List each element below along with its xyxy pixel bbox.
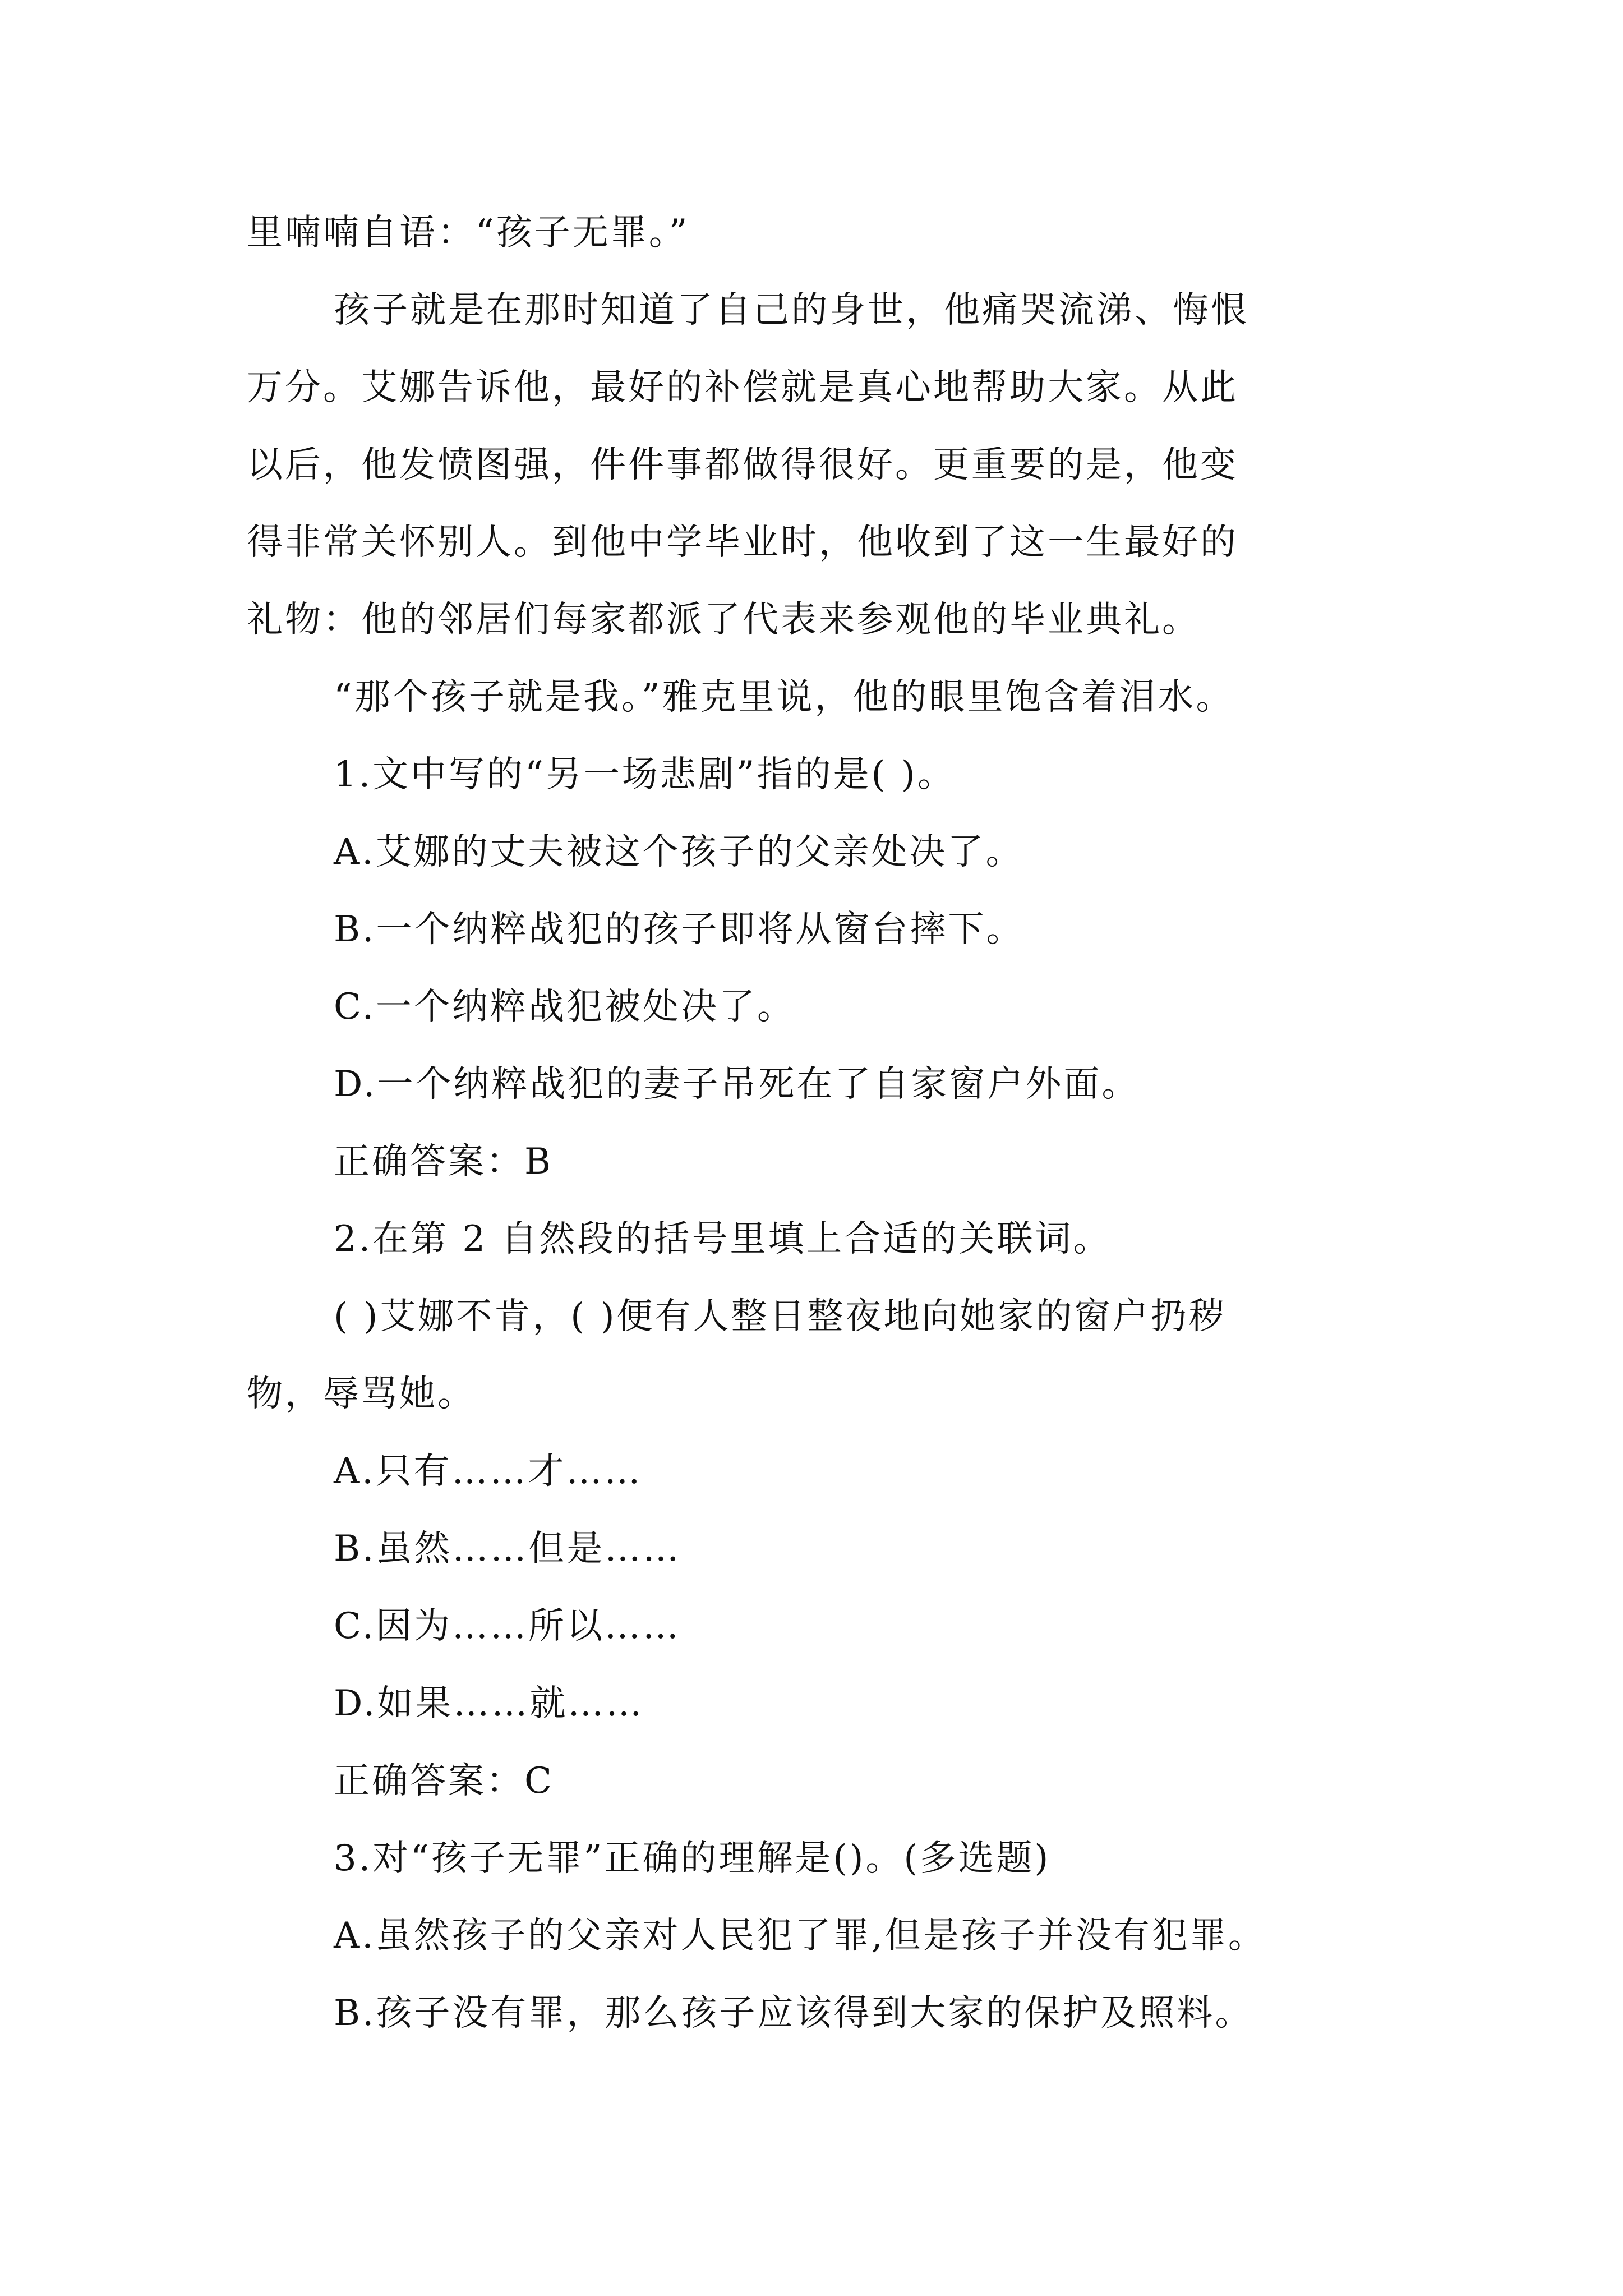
option-b: B.虽然……但是…… (334, 1528, 681, 1570)
text-line: 得非常关怀别人。到他中学毕业时，他收到了这一生最好的 (247, 522, 1238, 563)
text-line: 物，辱骂她。 (247, 1373, 476, 1415)
text-line: ( )艾娜不肯，( )便有人整日整夜地向她家的窗户扔秽 (334, 1296, 1227, 1337)
text-line: “那个孩子就是我。”雅克里说，他的眼里饱含着泪水。 (334, 677, 1234, 718)
answer-1: 正确答案：B (334, 1141, 554, 1182)
text-line: 万分。艾娜告诉他，最好的补偿就是真心地帮助大家。从此 (247, 367, 1238, 408)
question-2: 2.在第 2 自然段的括号里填上合适的关联词。 (334, 1218, 1112, 1260)
question-3: 3.对“孩子无罪”正确的理解是()。(多选题) (334, 1838, 1051, 1879)
option-b: B.孩子没有罪，那么孩子应该得到大家的保护及照料。 (334, 1993, 1253, 2034)
option-a: A.只有……才…… (334, 1451, 643, 1492)
answer-2: 正确答案：C (334, 1760, 554, 1802)
option-d: D.一个纳粹战犯的妻子吊死在了自家窗户外面。 (334, 1064, 1140, 1105)
option-d: D.如果……就…… (334, 1683, 644, 1724)
option-c: C.一个纳粹战犯被处决了。 (334, 986, 796, 1028)
option-c: C.因为……所以…… (334, 1605, 681, 1647)
text-line: 里喃喃自语：“孩子无罪。” (247, 212, 690, 254)
text-line: 礼物：他的邻居们每家都派了代表来参观他的毕业典礼。 (247, 599, 1200, 641)
option-a: A.艾娜的丈夫被这个孩子的父亲处决了。 (334, 831, 1024, 873)
text-line: 孩子就是在那时知道了自己的身世，他痛哭流涕、悔恨 (334, 289, 1249, 331)
question-1: 1.文中写的“另一场悲剧”指的是( )。 (334, 754, 956, 795)
text-line: 以后，他发愤图强，件件事都做得很好。更重要的是，他变 (247, 444, 1238, 486)
option-b: B.一个纳粹战犯的孩子即将从窗台摔下。 (334, 909, 1025, 950)
option-a: A.虽然孩子的父亲对人民犯了罪,但是孩子并没有犯罪。 (334, 1915, 1266, 1957)
